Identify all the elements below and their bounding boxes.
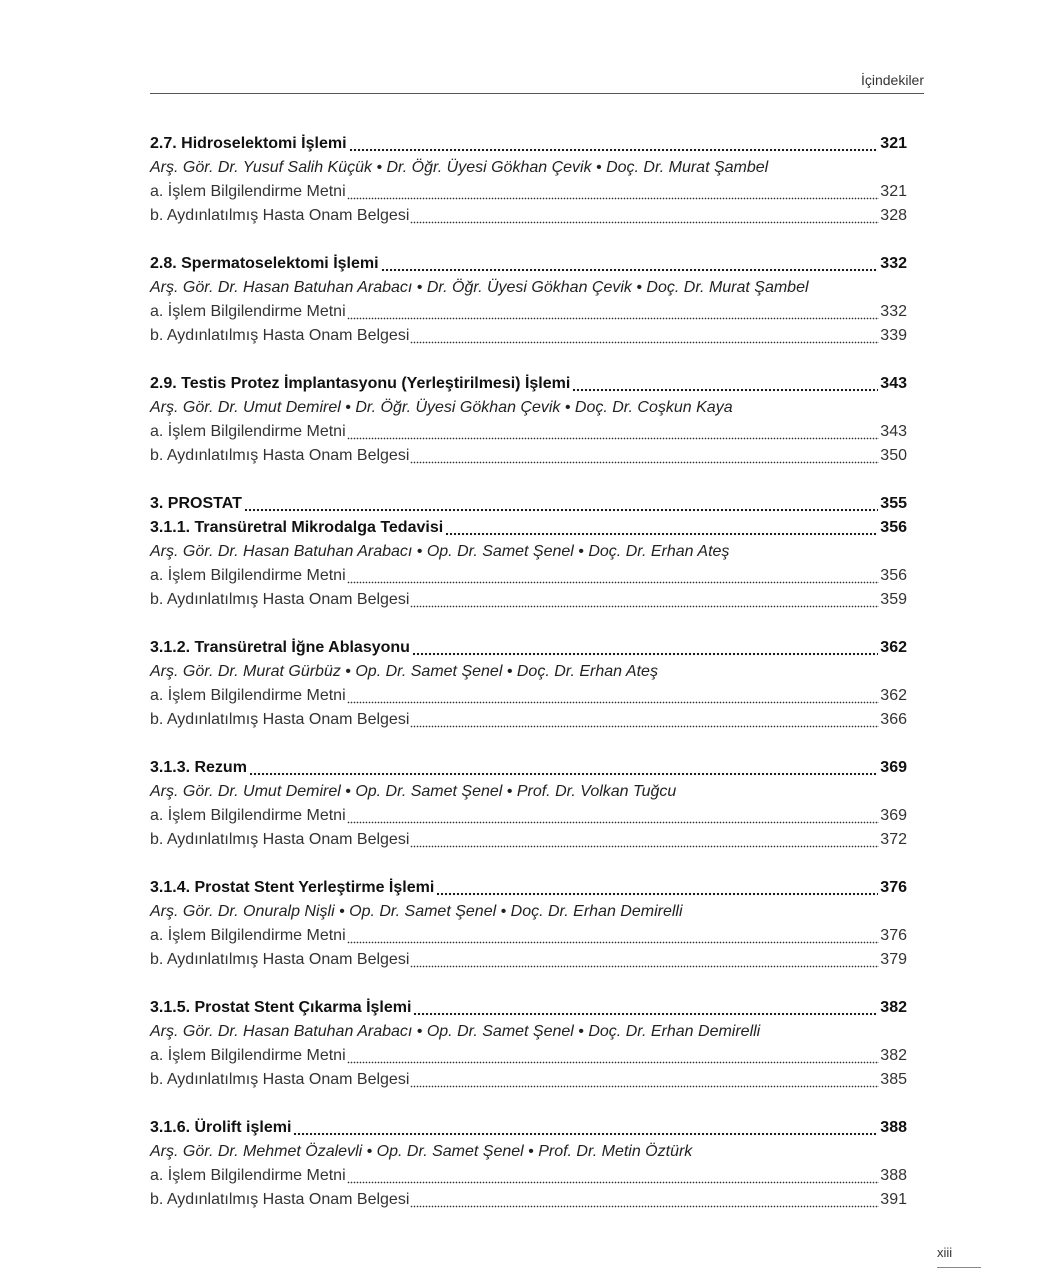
toc-authors-line [150,1140,907,1164]
toc-page-number: 343 [880,375,907,392]
toc-entry-title: 3.1.5. Prostat Stent Çıkarma İşlemi [150,999,412,1016]
toc-entry-title: 3.1.6. Ürolift işlemi [150,1119,292,1136]
toc-entry-title: b. Aydınlatılmış Hasta Onam Belgesi [150,447,410,464]
dot-leader [349,132,879,156]
toc-spacer [150,972,907,996]
dot-leader [445,516,878,540]
toc-entry-title: 3. PROSTAT [150,495,242,512]
toc-subentry [150,804,907,828]
toc-page-number: 350 [880,447,907,464]
toc-subentry [150,1044,907,1068]
toc-section-heading [150,996,907,1020]
toc-spacer [150,1092,907,1116]
toc-entry-title: a. İşlem Bilgilendirme Metni [150,1047,346,1064]
toc-subentry [150,300,907,324]
footer-divider [937,1267,981,1268]
toc-page-number: 321 [880,183,907,200]
dot-leader [347,300,880,324]
toc-authors-line [150,540,907,564]
toc-page-number: 343 [880,423,907,440]
toc-entry-title: a. İşlem Bilgilendirme Metni [150,423,346,440]
toc-section-heading [150,876,907,900]
toc-subentry [150,828,907,852]
toc-subentry [150,1164,907,1188]
dot-leader [412,636,878,660]
toc-page-number: 332 [880,255,907,272]
toc-page-number: 376 [880,879,907,896]
dot-leader [410,948,879,972]
toc-section-heading [150,756,907,780]
toc-section-heading [150,492,907,516]
toc-section-heading [150,1116,907,1140]
toc-entry-title: a. İşlem Bilgilendirme Metni [150,927,346,944]
toc-entry-title: Arş. Gör. Dr. Hasan Batuhan Arabacı • Dr. Öğr. Üyesi Gökhan Çevik • Doç. Dr. Murat Şambel [150,279,809,296]
running-header-title: İçindekiler [860,72,924,88]
toc-spacer [150,732,907,756]
toc-section-heading [150,252,907,276]
toc-entry-title: b. Aydınlatılmış Hasta Onam Belgesi [150,711,410,728]
dot-leader [413,996,878,1020]
dot-leader [347,924,880,948]
dot-leader [410,204,879,228]
toc-page-number: 332 [880,303,907,320]
toc-entry-title: b. Aydınlatılmış Hasta Onam Belgesi [150,1071,410,1088]
toc-subentry [150,204,907,228]
dot-leader [347,1164,880,1188]
toc-page-number: 391 [880,1191,907,1208]
dot-leader [347,564,880,588]
toc-spacer [150,852,907,876]
toc-page-number: 328 [880,207,907,224]
toc-entry-title: b. Aydınlatılmış Hasta Onam Belgesi [150,207,410,224]
toc-entry-title: a. İşlem Bilgilendirme Metni [150,687,346,704]
toc-entry-title: a. İşlem Bilgilendirme Metni [150,807,346,824]
toc-subentry [150,1068,907,1092]
toc-entry-title: a. İşlem Bilgilendirme Metni [150,303,346,320]
toc-subentry [150,684,907,708]
toc-page-number: 339 [880,327,907,344]
dot-leader [381,252,879,276]
toc-page-number: 372 [880,831,907,848]
toc-page-number: 369 [880,807,907,824]
toc-authors-line [150,276,907,300]
toc-page-number: 376 [880,927,907,944]
toc-entry-title: Arş. Gör. Dr. Hasan Batuhan Arabacı • Op. Dr. Samet Şenel • Doç. Dr. Erhan Ateş [150,543,730,560]
toc-entry-title: b. Aydınlatılmış Hasta Onam Belgesi [150,1191,410,1208]
toc-subentry [150,1188,907,1212]
dot-leader [410,1068,879,1092]
toc-page-number: 369 [880,759,907,776]
toc-entry-title: 2.7. Hidroselektomi İşlemi [150,135,347,152]
toc-entry-title: b. Aydınlatılmış Hasta Onam Belgesi [150,951,410,968]
dot-leader [410,828,879,852]
dot-leader [410,1188,879,1212]
toc-authors-line [150,660,907,684]
toc-subentry [150,324,907,348]
toc-section-heading [150,132,907,156]
toc-spacer [150,612,907,636]
toc-entry-title: Arş. Gör. Dr. Hasan Batuhan Arabacı • Op. Dr. Samet Şenel • Doç. Dr. Erhan Demirelli [150,1023,761,1040]
toc-spacer [150,228,907,252]
toc-authors-line [150,780,907,804]
toc-subentry [150,444,907,468]
toc-page-number: 362 [880,639,907,656]
toc-authors-line [150,156,907,180]
dot-leader [244,492,878,516]
toc-subentry [150,924,907,948]
toc-entry-title: b. Aydınlatılmış Hasta Onam Belgesi [150,327,410,344]
dot-leader [347,1044,880,1068]
toc-authors-line [150,1020,907,1044]
toc-page-number: 382 [880,999,907,1016]
toc-entry-title: a. İşlem Bilgilendirme Metni [150,1167,346,1184]
toc-subentry [150,420,907,444]
toc-section-heading [150,372,907,396]
toc-page-number: 359 [880,591,907,608]
toc-entry-title: Arş. Gör. Dr. Onuralp Nişli • Op. Dr. Samet Şenel • Doç. Dr. Erhan Demirelli [150,903,683,920]
toc-subentry [150,588,907,612]
toc-page-number: 355 [880,495,907,512]
toc-subentry [150,948,907,972]
toc-page-number: 379 [880,951,907,968]
toc-subentry [150,180,907,204]
dot-leader [572,372,878,396]
dot-leader [410,588,879,612]
toc-subentry [150,708,907,732]
dot-leader [410,324,879,348]
toc-section-heading [150,516,907,540]
toc-entry-title: Arş. Gör. Dr. Umut Demirel • Op. Dr. Samet Şenel • Prof. Dr. Volkan Tuğcu [150,783,677,800]
toc-page-number: 356 [880,567,907,584]
table-of-contents [150,132,907,1212]
toc-subentry [150,564,907,588]
toc-page-number: 356 [880,519,907,536]
toc-entry-title: a. İşlem Bilgilendirme Metni [150,567,346,584]
toc-page-number: 385 [880,1071,907,1088]
dot-leader [410,444,879,468]
dot-leader [293,1116,878,1140]
toc-entry-title: b. Aydınlatılmış Hasta Onam Belgesi [150,831,410,848]
toc-authors-line [150,396,907,420]
toc-entry-title: Arş. Gör. Dr. Umut Demirel • Dr. Öğr. Üyesi Gökhan Çevik • Doç. Dr. Coşkun Kaya [150,399,733,416]
toc-entry-title: 3.1.3. Rezum [150,759,247,776]
toc-entry-title: 3.1.4. Prostat Stent Yerleştirme İşlemi [150,879,435,896]
dot-leader [436,876,878,900]
dot-leader [410,708,879,732]
toc-spacer [150,468,907,492]
toc-spacer [150,348,907,372]
dot-leader [347,420,880,444]
toc-page-number: 321 [880,135,907,152]
toc-entry-title: b. Aydınlatılmış Hasta Onam Belgesi [150,591,410,608]
toc-page-number: 388 [880,1119,907,1136]
dot-leader [347,180,880,204]
toc-entry-title: a. İşlem Bilgilendirme Metni [150,183,346,200]
toc-entry-title: Arş. Gör. Dr. Murat Gürbüz • Op. Dr. Samet Şenel • Doç. Dr. Erhan Ateş [150,663,658,680]
header-divider [150,93,924,94]
toc-entry-title: 2.8. Spermatoselektomi İşlemi [150,255,379,272]
toc-page-number: 366 [880,711,907,728]
toc-page-number: 362 [880,687,907,704]
toc-entry-title: 2.9. Testis Protez İmplantasyonu (Yerleştirilmesi) İşlemi [150,375,571,392]
toc-page-number: 388 [880,1167,907,1184]
toc-authors-line [150,900,907,924]
dot-leader [347,804,880,828]
toc-entry-title: 3.1.1. Transüretral Mikrodalga Tedavisi [150,519,444,536]
toc-page-number: 382 [880,1047,907,1064]
toc-entry-title: 3.1.2. Transüretral İğne Ablasyonu [150,639,410,656]
toc-entry-title: Arş. Gör. Dr. Yusuf Salih Küçük • Dr. Öğr. Üyesi Gökhan Çevik • Doç. Dr. Murat Şambel [150,159,769,176]
dot-leader [347,684,880,708]
dot-leader [249,756,878,780]
toc-entry-title: Arş. Gör. Dr. Mehmet Özalevli • Op. Dr. Samet Şenel • Prof. Dr. Metin Öztürk [150,1143,693,1160]
page-number: xiii [937,1245,953,1260]
toc-section-heading [150,636,907,660]
